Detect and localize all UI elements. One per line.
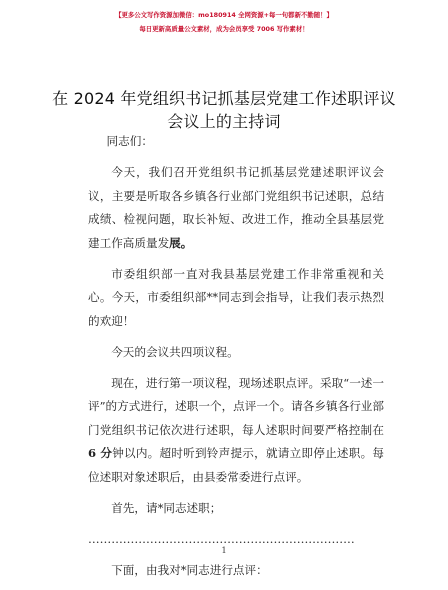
paragraph-first-speaker: 首先，请*同志述职；: [111, 500, 222, 515]
paragraph-procedure: [88, 372, 384, 490]
paragraph-comment: 下面，由我对*同志进行点评：: [111, 562, 268, 577]
paragraph-welcome: 市委组织部一直对我县基层党建工作非常重视和关心。今天，市委组织部**同志到会指导，让我们表示热烈的欢迎！: [88, 266, 384, 328]
document-title-line1: 在 2024 年党组织书记抓基层党建工作述职评议: [52, 89, 396, 108]
paragraph-agenda: 今天的会议共四项议程。: [111, 344, 239, 359]
ellipsis-separator: ……………………………………………………………: [88, 531, 355, 546]
document-body: [88, 130, 384, 590]
promo-banner-line2: 每日更新高质量公文素材，成为会员享受 7006 写作素材！: [139, 25, 309, 33]
document-title-line2: 会议上的主持词: [167, 112, 281, 131]
promo-banner: [0, 8, 448, 36]
time-limit-unit: 分: [96, 446, 113, 460]
paragraph-procedure-text-a: 现在，进行第一项议程，现场述职点评。采取“一述一评”的方式进行，述职一个，点评一个。请各乡镇各行业部门党组织书记依次进行述职，每人述职时间要严格控制在: [88, 375, 384, 437]
promo-banner-line1: 【更多公文写作资源加微信：mo180914 全网资源+每一句都新不勤随！】: [115, 11, 333, 19]
paragraph-procedure-text-b: 钟以内。超时听到铃声提示，就请立即停止述职。每位述职对象述职后，由县委常委进行点评。: [88, 446, 384, 484]
paragraph-opening: [88, 161, 384, 255]
paragraph-opening-end: 展。: [169, 235, 193, 250]
time-limit-number: 6: [88, 446, 97, 460]
page-number: 1: [221, 546, 227, 555]
document-title: [40, 87, 408, 133]
paragraph-opening-text: 今天，我们召开党组织书记抓基层党建述职评议会议，主要是听取各乡镇各行业部门党组织书记述职，总结成绩、检视问题，取长补短、改进工作，推动全县基层党建工作高质量发: [88, 165, 384, 250]
greeting: 同志们：: [106, 134, 153, 148]
